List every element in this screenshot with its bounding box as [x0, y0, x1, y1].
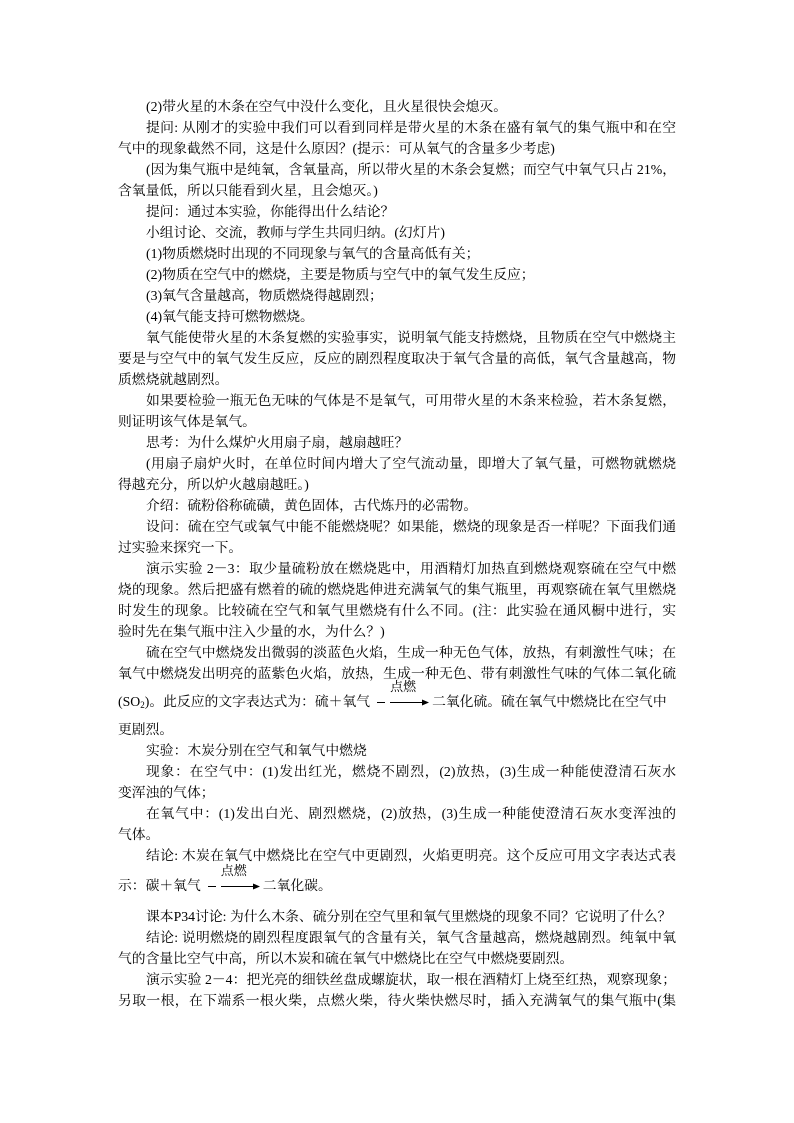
equation-text: 二氧化硫。硫在氧气中燃烧比在空气中: [432, 694, 667, 709]
equation-line: [118, 863, 676, 906]
text-line: 设问：硫在空气或氧气中能不能燃烧呢？如果能，燃烧的现象是否一样呢？下面我们通: [146, 519, 676, 534]
text-line: 更剧烈。: [118, 722, 174, 737]
paragraph: [118, 969, 676, 1011]
paragraph: [118, 495, 676, 516]
paragraph: [118, 453, 676, 495]
text-line: 则证明该气体是氧气。: [118, 414, 256, 429]
text-line: 含氧量低，所以只能看到火星，且会熄灭。): [118, 183, 378, 198]
text-line: 得越充分，所以炉火越扇越旺。): [118, 477, 309, 492]
paragraph: [118, 845, 676, 906]
paragraph: [118, 96, 676, 117]
text-line: 氧气能使带火星的木条复燃的实验事实，说明氧气能支持燃烧，且物质在空气中燃烧主: [146, 330, 676, 345]
text-line: 另取一根，在下端系一根火柴，点燃火柴，待火柴快燃尽时，插入充满氧气的集气瓶中(集: [118, 993, 676, 1008]
paragraph: [118, 201, 676, 222]
text-line: 氧气中燃烧发出明亮的蓝紫色火焰，放热，生成一种无色、带有刺激性气味的气体二氧化硫: [118, 666, 676, 681]
paragraph: [118, 117, 676, 159]
paragraph: [118, 516, 676, 558]
text-line: 气中的现象截然不同，这是什么原因？(提示：可从氧气的含量多少考虑): [118, 141, 555, 156]
text-line: 提问: 从刚才的实验中我们可以看到同样是带火星的木条在盛有氧气的集气瓶中和在空: [146, 120, 676, 135]
reaction-condition: 点燃: [390, 679, 417, 694]
paragraph: [118, 159, 676, 201]
text-line: 气体。: [118, 827, 160, 842]
paragraph: [118, 390, 676, 432]
text-line: 烧的现象。然后把盛有燃着的硫的燃烧匙伸进充满氧气的集气瓶里，再观察硫在氧气里燃烧: [118, 582, 676, 597]
text-line: 硫在空气中燃烧发出微弱的淡蓝色火焰，生成一种无色气体，放热，有刺激性气味；在: [146, 645, 676, 660]
text-line: 现象：在空气中：(1)发出红光，燃烧不剧烈，(2)放热，(3)生成一种能使澄清石灰水: [146, 764, 676, 779]
reaction-arrow-icon: [376, 691, 430, 712]
text-line: (因为集气瓶中是纯氧，含氧量高，所以带火星的木条会复燃；而空气中氧气只占 21%，: [146, 162, 677, 177]
paragraph: [118, 906, 676, 927]
text-line: 实验：木炭分别在空气和氧气中燃烧: [146, 743, 367, 758]
equation-text: 二氧化碳。: [262, 878, 332, 893]
subscript: 2: [140, 700, 145, 710]
text-line: 在氧气中：(1)发出白光、剧烈燃烧，(2)放热，(3)生成一种能使澄清石灰水变浑浊的: [146, 806, 676, 821]
paragraph: [118, 327, 676, 390]
text-line: 气的含量比空气中高，所以木炭和硫在氧气中燃烧比在空气中燃烧要剧烈。: [118, 951, 574, 966]
paragraph: [118, 558, 676, 642]
text-line: 思考：为什么煤炉火用扇子扇，越扇越旺？: [146, 435, 409, 450]
equation-line: [118, 679, 676, 719]
text-line: 验时先在集气瓶中注入少量的水，为什么？): [118, 624, 385, 639]
text-line: 质燃烧就越剧烈。: [118, 372, 229, 387]
paragraph: [118, 432, 676, 453]
paragraph: [118, 243, 676, 264]
text-line: 变浑浊的气体；: [118, 785, 215, 800]
reaction-arrow-icon: [207, 875, 261, 896]
equation-text: (SO: [118, 694, 141, 709]
text-line: 提问：通过本实验，你能得出什么结论？: [146, 204, 395, 219]
text-line: (1)物质燃烧时出现的不同现象与氧气的含量高低有关；: [146, 246, 480, 261]
reaction-arrow: [376, 679, 430, 712]
text-line: 结论: 木炭在氧气中燃烧比在空气中更剧烈，火焰更明亮。这个反应可用文字表达式表: [146, 848, 676, 863]
reaction-arrow: [207, 863, 261, 896]
text-line: (2)物质在空气中的燃烧，主要是物质与空气中的氧气发生反应；: [146, 267, 535, 282]
paragraph: [118, 740, 676, 761]
text-line: 小组讨论、交流，教师与学生共同归纳。(幻灯片): [146, 225, 445, 240]
paragraph: [118, 642, 676, 740]
text-line: 演示实验 2－4：把光亮的细铁丝盘成螺旋状，取一根在酒精灯上烧至红热，观察现象；: [146, 972, 676, 987]
paragraph: [118, 306, 676, 327]
text-line: 演示实验 2－3：取少量硫粉放在燃烧匙中，用酒精灯加热直到燃烧观察硫在空气中燃: [146, 561, 676, 576]
text-line: 过实验来探究一下。: [118, 540, 243, 555]
text-line: (4)氧气能支持可燃物燃烧。: [146, 309, 314, 324]
text-line: 课本P34讨论: 为什么木条、硫分别在空气里和氧气里燃烧的现象不同？它说明了什么？: [146, 909, 672, 924]
text-line: (用扇子扇炉火时，在单位时间内增大了空气流动量，即增大了氧气量，可燃物就燃烧: [146, 456, 676, 471]
text-line: 结论: 说明燃烧的剧烈程度跟氧气的含量有关，氧气含量越高，燃烧越剧烈。纯氧中氧: [146, 930, 676, 945]
paragraph: [118, 761, 676, 803]
reaction-condition: 点燃: [220, 863, 247, 878]
equation-text: )。此反应的文字表达式为：硫＋氧气: [144, 694, 371, 709]
paragraph: [118, 222, 676, 243]
paragraph: [118, 264, 676, 285]
document-body: [118, 96, 676, 1011]
text-line: 时发生的现象。比较硫在空气和氧气里燃烧有什么不同。(注：此实验在通风橱中进行，实: [118, 603, 676, 618]
text-line: (3)氧气含量越高，物质燃烧得越剧烈；: [146, 288, 383, 303]
text-line: 如果要检验一瓶无色无味的气体是不是氧气，可用带火星的木条来检验，若木条复燃，: [146, 393, 676, 408]
paragraph: [118, 803, 676, 845]
text-line: 介绍：硫粉俗称硫磺，黄色固体，古代炼丹的必需物。: [146, 498, 478, 513]
text-line: (2)带火星的木条在空气中没什么变化，且火星很快会熄灭。: [146, 99, 508, 114]
text-line: 要是与空气中的氧气发生反应，反应的剧烈程度取决于氧气含量的高低，氧气含量越高，物: [118, 351, 676, 366]
equation-text: 示：碳＋氧气: [118, 878, 201, 893]
paragraph: [118, 927, 676, 969]
paragraph: [118, 285, 676, 306]
